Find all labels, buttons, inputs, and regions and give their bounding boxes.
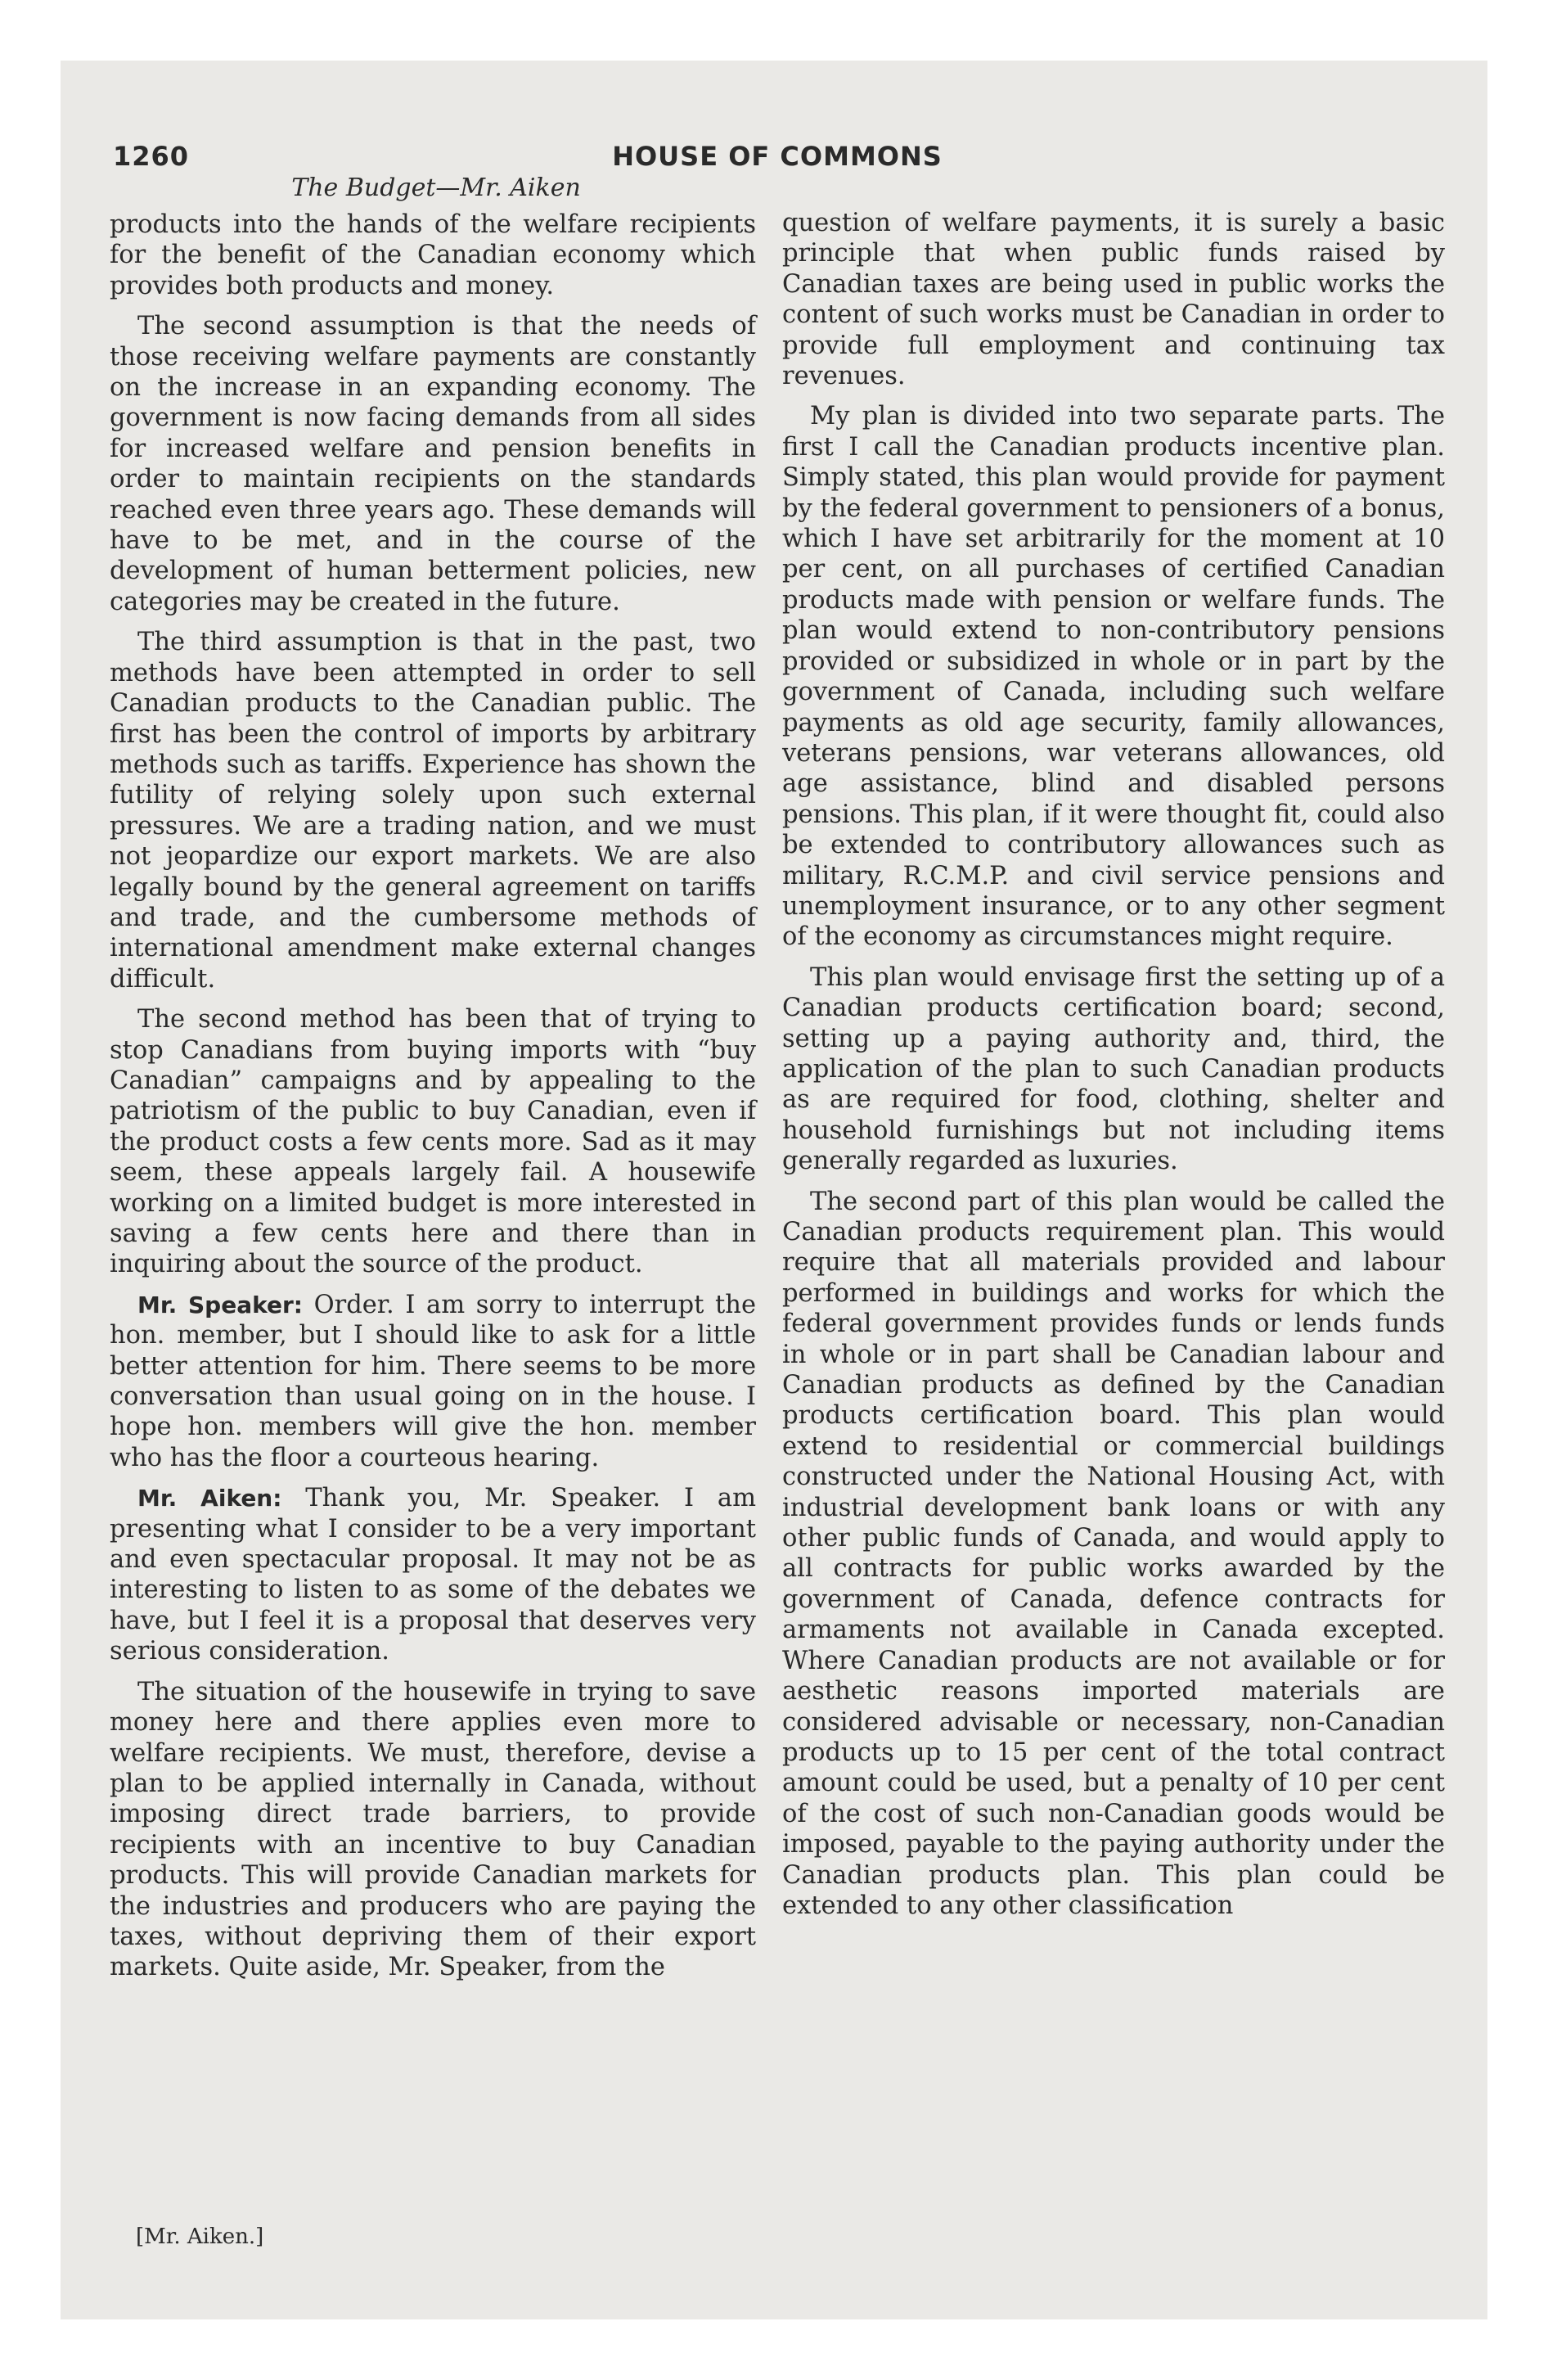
paragraph: The second part of this plan would be called the Canadian products requirement plan. This would require that all materials provided and labour performed in buildings and works for which the federal government provides funds or lends funds in whole or in part shall be Canadian labour and Canadian products as defined by the Canadian products certification board. This plan would extend to residential or commercial buildings constructed under the National Housing Act, with industrial development bank loans or with any other public funds of Canada, and would apply to all contracts for public works awarded by the government of Canada, defence contracts for armaments not available in Canada excepted. Where Canadian products are not available or for aesthetic reasons imported materials are considered advisable or necessary, non-Canadian products up to 15 per cent of the total contract amount could be used, but a penalty of 10 per cent of the cost of such non-Canadian goods would be imposed, payable to the paying authority under the Canadian products plan. This plan could be extended to any other classification [782, 1187, 1445, 1920]
right-column [782, 208, 1445, 1931]
running-head: HOUSE OF COMMONS [612, 141, 943, 172]
paragraph: This plan would envisage first the setting up of a Canadian products certification board; second, setting up a paying authority and, third, the application of the plan to such Canadian products as are required for food, clothing, shelter and household furnishings but not including items generally regarded as luxuries. [782, 962, 1445, 1176]
paragraph: My plan is divided into two separate parts. The first I call the Canadian products incentive plan. Simply stated, this plan would provide for payment by the federal government to pensioners of a bonus, which I have set arbitrarily for the moment at 10 per cent, on all purchases of certified Canadian products made with pension or welfare funds. The plan would extend to non-contributory pensions provided or subsidized in whole or in part by the government of Canada, including such welfare payments as old age security, family allowances, veterans pensions, war veterans allowances, old age assistance, blind and disabled persons pensions. This plan, if it were thought fit, could also be extended to contributory allowances such as military, R.C.M.P. and civil service pensions and unemployment insurance, or to any other segment of the economy as circumstances might require. [782, 402, 1445, 952]
speaker-name: Mr. Aiken: [137, 1485, 282, 1512]
paragraph: The second method has been that of trying to stop Canadians from buying imports with “buy Canadian” campaigns and by appealing to the patriotism of the public to buy Canadian, even if the product costs a few cents more. Sad as it may seem, these appeals largely fail. A housewife working on a limited budget is more interested in saving a few cents here and there than in inquiring about the source of the product. [110, 1005, 756, 1279]
paragraph: products into the hands of the welfare recipients for the benefit of the Canadian economy which provides both products and money. [110, 210, 756, 300]
page-number: 1260 [113, 141, 190, 172]
speaker-name: Mr. Speaker: [137, 1291, 303, 1318]
paragraph: The third assumption is that in the past, two methods have been attempted in order to sell Canadian products to the Canadian public. The first has been the control of imports by arbitrary methods such as tariffs. Experience has shown the futility of relying solely upon such external pressures. We are a trading nation, and we must not jeopardize our export markets. We are also legally bound by the general agreement on tariffs and trade, and the cumbersome methods of international amendment make external changes difficult. [110, 628, 756, 994]
paragraph: The situation of the housewife in trying to save money here and there applies even more to welfare recipients. We must, therefore, devise a plan to be applied internally in Canada, without imposing direct trade barriers, to provide recipients with an incentive to buy Canadian products. This will provide Canadian markets for the industries and producers who are paying the taxes, without depriving them of their export markets. Quite aside, Mr. Speaker, from the [110, 1677, 756, 1982]
speech-text: Order. I am sorry to interrupt the hon. member, but I should like to ask for a little better attention for him. There seems to be more conversation than usual going on in the house. I hope hon. members will give the hon. member who has the floor a courteous hearing. [110, 1290, 757, 1472]
left-column [110, 210, 756, 1993]
speech-paragraph [110, 1290, 756, 1473]
paragraph: question of welfare payments, it is surely a basic principle that when public funds raised by Canadian taxes are being used in public works the content of such works must be Canadian in order to provide full employment and continuing tax revenues. [782, 209, 1445, 391]
speech-text: Thank you, Mr. Speaker. I am presenting what I consider to be a very important and even spectacular proposal. It may not be as interesting to listen to as some of the debates we have, but I feel it is a proposal that deserves very serious consideration. [110, 1484, 757, 1666]
speech-paragraph [110, 1483, 756, 1666]
speaker-footer-note: [Mr. Aiken.] [136, 2224, 264, 2249]
section-subhead: The Budget—Mr. Aiken [291, 174, 581, 202]
paragraph: The second assumption is that the needs of those receiving welfare payments are constantly on the increase in an expanding economy. The government is now facing demands from all sides for increased welfare and pension benefits in order to maintain recipients on the standards reached even three years ago. These demands will have to be met, and in the course of the development of human betterment policies, new categories may be created in the future. [110, 312, 756, 616]
